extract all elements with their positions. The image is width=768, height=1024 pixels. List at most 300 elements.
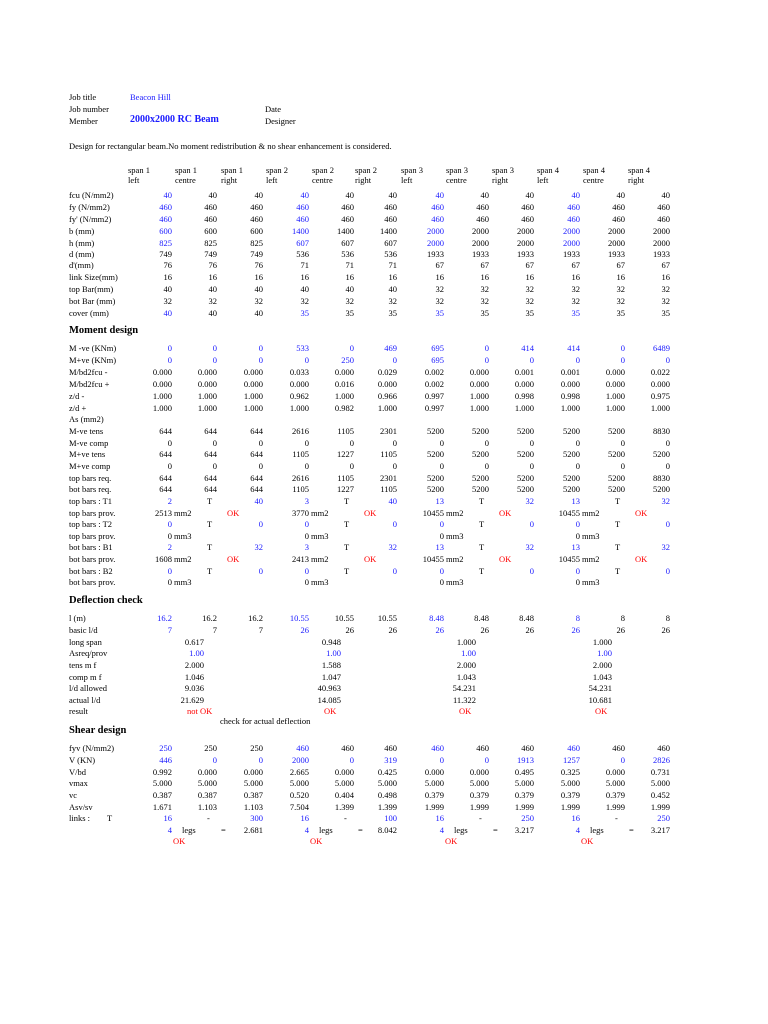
- column-header: [128, 166, 150, 185]
- table-cell: 32: [661, 296, 670, 306]
- table-cell: 5200: [517, 449, 534, 459]
- table-cell: 0.992: [152, 767, 172, 777]
- status-ok: OK: [227, 554, 240, 564]
- column-header: [537, 166, 559, 185]
- table-cell: 0: [349, 438, 354, 448]
- job-title-label: Job title: [69, 92, 97, 102]
- table-cell: 1.999: [605, 802, 625, 812]
- table-cell: 0: [620, 461, 625, 471]
- table-cell: 76: [163, 260, 172, 270]
- table-cell: 26: [480, 625, 489, 635]
- row-label: links :: [69, 813, 91, 823]
- table-cell: 40: [616, 190, 625, 200]
- bar-count: 2: [167, 496, 172, 506]
- table-cell: 5200: [563, 449, 580, 459]
- table-cell: 2000: [563, 238, 580, 248]
- unit-label: mm3: [582, 577, 600, 587]
- bar-type: T: [479, 542, 485, 552]
- row-label: bot Bar (mm): [69, 296, 116, 306]
- column-header-position: centre: [583, 174, 604, 185]
- bar-type: T: [344, 496, 350, 506]
- table-cell: 0: [665, 438, 670, 448]
- row-label: As (mm2): [69, 414, 104, 424]
- table-cell: 40: [254, 284, 263, 294]
- table-cell: 35: [616, 308, 625, 318]
- table-cell: 40: [345, 190, 354, 200]
- link-diameter: 16: [571, 813, 580, 823]
- table-cell: 5.000: [560, 778, 580, 788]
- table-cell: 0.022: [650, 367, 670, 377]
- bar-diameter: 32: [388, 542, 397, 552]
- table-cell: 460: [159, 202, 172, 212]
- deflection-value: 54.231: [588, 683, 612, 693]
- table-cell: 40: [571, 190, 580, 200]
- table-cell: 1257: [563, 755, 580, 765]
- table-cell: 7: [212, 625, 217, 635]
- link-value: 8.042: [377, 825, 397, 835]
- unit-label: mm2: [311, 508, 329, 518]
- table-cell: 5.000: [289, 778, 309, 788]
- table-cell: 2000: [472, 226, 489, 236]
- row-label: M-ve tens: [69, 426, 104, 436]
- table-cell: 644: [250, 449, 263, 459]
- table-cell: 460: [384, 214, 397, 224]
- link-dash: -: [344, 813, 347, 823]
- table-cell: 0: [167, 461, 172, 471]
- table-cell: 460: [384, 202, 397, 212]
- bar-diameter: 32: [525, 542, 534, 552]
- table-cell: 2616: [292, 473, 309, 483]
- table-cell: 5200: [472, 473, 489, 483]
- table-cell: 0.000: [243, 379, 263, 389]
- column-header-span: span 2: [266, 165, 288, 175]
- table-cell: 825: [159, 238, 172, 248]
- link-equals: =: [221, 825, 226, 835]
- row-label: d'(mm): [69, 260, 94, 270]
- table-cell: 0: [665, 461, 670, 471]
- bar-count: 13: [571, 496, 580, 506]
- table-cell: 0.000: [424, 767, 444, 777]
- status-ok: OK: [227, 508, 240, 518]
- member-label: Member: [69, 116, 98, 126]
- table-cell: 460: [567, 743, 580, 753]
- table-cell: 7.504: [289, 802, 309, 812]
- table-cell: 32: [254, 296, 263, 306]
- table-cell: 67: [435, 260, 444, 270]
- table-cell: 35: [525, 308, 534, 318]
- table-cell: 460: [431, 202, 444, 212]
- row-label: Asv/sv: [69, 802, 93, 812]
- table-cell: 1227: [337, 484, 354, 494]
- status-ok: OK: [310, 836, 323, 846]
- table-cell: 0.962: [289, 391, 309, 401]
- row-label: result: [69, 706, 88, 716]
- row-label: fy (N/mm2): [69, 202, 110, 212]
- table-cell: 0.379: [424, 790, 444, 800]
- deflection-value: 1.00: [189, 648, 204, 658]
- table-cell: 460: [567, 202, 580, 212]
- table-cell: 749: [204, 249, 217, 259]
- table-cell: 5200: [608, 449, 625, 459]
- table-cell: 250: [159, 743, 172, 753]
- table-cell: 32: [345, 296, 354, 306]
- deflection-value: 1.588: [321, 660, 341, 670]
- table-cell: 5.000: [243, 778, 263, 788]
- table-cell: 0: [620, 343, 625, 353]
- row-label: z/d +: [69, 403, 87, 413]
- table-cell: 32: [480, 296, 489, 306]
- table-cell: 2000: [292, 755, 309, 765]
- table-cell: 2000: [608, 226, 625, 236]
- table-cell: 460: [612, 202, 625, 212]
- table-cell: 0.387: [152, 790, 172, 800]
- table-cell: 1.000: [514, 403, 534, 413]
- table-cell: 26: [435, 625, 444, 635]
- column-header-span: span 3: [401, 165, 423, 175]
- section-moment-design: Moment design: [69, 325, 139, 336]
- table-cell: 0: [349, 343, 354, 353]
- column-header-position: right: [221, 174, 238, 185]
- column-header-span: span 4: [583, 165, 605, 175]
- table-cell: 5.000: [334, 778, 354, 788]
- table-cell: 1.103: [197, 802, 217, 812]
- table-cell: 35: [300, 308, 309, 318]
- table-cell: 0.495: [514, 767, 534, 777]
- table-cell: 250: [341, 355, 354, 365]
- table-cell: 1.999: [469, 802, 489, 812]
- bar-area: 10455: [422, 554, 444, 564]
- table-cell: 1105: [337, 426, 354, 436]
- bar-type: T: [344, 519, 350, 529]
- status-ok: OK: [581, 836, 594, 846]
- link-spacing: 250: [521, 813, 534, 823]
- table-cell: 0.998: [514, 391, 534, 401]
- table-cell: 469: [384, 343, 397, 353]
- link-legs-count: 4: [167, 825, 172, 835]
- table-cell: 76: [254, 260, 263, 270]
- table-cell: 1105: [292, 484, 309, 494]
- table-cell: 825: [204, 238, 217, 248]
- table-cell: 749: [250, 249, 263, 259]
- table-cell: 0.387: [197, 790, 217, 800]
- deflection-value: 0.948: [321, 637, 341, 647]
- table-cell: 5200: [472, 426, 489, 436]
- table-cell: 2000: [517, 226, 534, 236]
- table-cell: 695: [431, 343, 444, 353]
- table-cell: 0.997: [424, 403, 444, 413]
- bar-diameter: 40: [388, 496, 397, 506]
- row-label: actual l/d: [69, 695, 101, 705]
- table-cell: 26: [345, 625, 354, 635]
- row-label: M+ve comp: [69, 461, 111, 471]
- table-cell: 1.000: [152, 391, 172, 401]
- table-cell: 0.379: [560, 790, 580, 800]
- bar-count: 3: [304, 542, 309, 552]
- table-cell: 16: [163, 272, 172, 282]
- table-cell: 1.000: [469, 403, 489, 413]
- table-cell: 0.325: [560, 767, 580, 777]
- table-cell: 5200: [427, 449, 444, 459]
- table-cell: 32: [525, 284, 534, 294]
- table-cell: 40: [254, 190, 263, 200]
- table-cell: 0.000: [243, 767, 263, 777]
- row-label: Asreq/prov: [69, 648, 108, 658]
- column-header: [583, 166, 605, 185]
- table-cell: 0.000: [514, 379, 534, 389]
- column-header: [492, 166, 514, 185]
- link-spacing: 100: [384, 813, 397, 823]
- table-cell: 0.001: [514, 367, 534, 377]
- table-cell: 32: [300, 296, 309, 306]
- table-cell: 1.000: [289, 403, 309, 413]
- bar-area: 0: [575, 531, 580, 541]
- table-cell: 0: [529, 355, 534, 365]
- link-equals: =: [493, 825, 498, 835]
- link-legs-label: legs: [454, 825, 468, 835]
- table-cell: 460: [657, 743, 670, 753]
- table-cell: 0: [392, 461, 397, 471]
- table-cell: 1913: [517, 755, 534, 765]
- table-cell: 460: [296, 214, 309, 224]
- deflection-value: 54.231: [452, 683, 476, 693]
- bar-area: 0: [575, 577, 580, 587]
- table-cell: 40: [163, 190, 172, 200]
- row-label: top bars : T1: [69, 496, 113, 506]
- row-label: b (mm): [69, 226, 95, 236]
- bar-area: 3770: [292, 508, 309, 518]
- table-cell: 0: [392, 355, 397, 365]
- table-cell: 5200: [517, 473, 534, 483]
- table-cell: 5200: [427, 484, 444, 494]
- table-cell: 40: [300, 284, 309, 294]
- table-cell: 0: [304, 461, 309, 471]
- table-cell: 644: [250, 484, 263, 494]
- table-cell: 5200: [427, 473, 444, 483]
- table-cell: 0: [212, 755, 217, 765]
- bar-area: 10455: [558, 554, 580, 564]
- table-cell: 0.998: [560, 391, 580, 401]
- row-label: z/d -: [69, 391, 85, 401]
- table-cell: 1.999: [424, 802, 444, 812]
- unit-label: mm2: [582, 554, 600, 564]
- table-cell: 0: [484, 438, 489, 448]
- table-cell: 5200: [563, 473, 580, 483]
- table-cell: 26: [525, 625, 534, 635]
- link-legs-label: legs: [182, 825, 196, 835]
- row-label: basic l/d: [69, 625, 98, 635]
- deflection-value: 11.322: [452, 695, 476, 705]
- table-cell: 16: [388, 272, 397, 282]
- column-header-span: span 1: [221, 165, 243, 175]
- table-cell: 1105: [380, 484, 397, 494]
- row-label: l (m): [69, 613, 86, 623]
- column-header-position: left: [128, 174, 140, 185]
- bar-diameter: 0: [258, 566, 263, 576]
- bar-area: 10455: [422, 508, 444, 518]
- designer-label: Designer: [265, 116, 296, 126]
- table-cell: 644: [250, 473, 263, 483]
- row-label: V/bd: [69, 767, 86, 777]
- table-cell: 5200: [563, 484, 580, 494]
- column-header: [628, 166, 650, 185]
- deflection-value: 9.036: [184, 683, 204, 693]
- table-cell: 35: [480, 308, 489, 318]
- bar-type: T: [207, 542, 213, 552]
- table-cell: 0: [620, 355, 625, 365]
- column-header-position: right: [492, 174, 509, 185]
- table-cell: 0: [620, 755, 625, 765]
- table-cell: 460: [476, 743, 489, 753]
- table-cell: 0: [304, 438, 309, 448]
- row-label: top bars req.: [69, 473, 112, 483]
- table-cell: 0: [484, 755, 489, 765]
- table-cell: 0: [349, 461, 354, 471]
- links-type: T: [107, 813, 113, 823]
- date-label: Date: [265, 104, 282, 114]
- table-cell: 8.48: [429, 613, 444, 623]
- table-cell: 0: [167, 343, 172, 353]
- row-label: fy' (N/mm2): [69, 214, 112, 224]
- table-cell: 825: [250, 238, 263, 248]
- table-cell: 0: [212, 461, 217, 471]
- bar-area: 0: [167, 531, 172, 541]
- bar-count: 0: [439, 566, 444, 576]
- table-cell: 76: [208, 260, 217, 270]
- table-cell: 0.000: [197, 379, 217, 389]
- bar-count: 0: [575, 566, 580, 576]
- table-cell: 460: [612, 743, 625, 753]
- table-cell: 0: [258, 461, 263, 471]
- table-cell: 0: [484, 343, 489, 353]
- column-header: [312, 166, 334, 185]
- column-header-span: span 2: [312, 165, 334, 175]
- deflection-value: 0.617: [184, 637, 204, 647]
- table-cell: 644: [159, 426, 172, 436]
- table-cell: 644: [159, 449, 172, 459]
- link-legs-count: 4: [575, 825, 580, 835]
- table-cell: 0: [575, 438, 580, 448]
- table-cell: 0: [167, 355, 172, 365]
- bar-diameter: 0: [392, 566, 397, 576]
- table-cell: 0.975: [650, 391, 670, 401]
- table-cell: 749: [159, 249, 172, 259]
- link-dash: -: [207, 813, 210, 823]
- table-cell: 644: [159, 473, 172, 483]
- row-label: link Size(mm): [69, 272, 118, 282]
- table-cell: 1933: [563, 249, 580, 259]
- table-cell: 16: [254, 272, 263, 282]
- table-cell: 0.002: [424, 379, 444, 389]
- table-cell: 32: [480, 284, 489, 294]
- table-cell: 0: [212, 343, 217, 353]
- table-cell: 16.2: [248, 613, 263, 623]
- link-dash: -: [615, 813, 618, 823]
- table-cell: 10.55: [289, 613, 309, 623]
- table-cell: 8830: [653, 426, 670, 436]
- column-header-span: span 1: [128, 165, 150, 175]
- table-cell: 0.387: [243, 790, 263, 800]
- bar-area: 2513: [155, 508, 172, 518]
- table-cell: 0.000: [469, 379, 489, 389]
- deflection-value: 21.629: [180, 695, 204, 705]
- bar-diameter: 32: [525, 496, 534, 506]
- table-cell: 0: [304, 355, 309, 365]
- table-cell: 460: [250, 214, 263, 224]
- bar-diameter: 40: [254, 496, 263, 506]
- table-cell: 40: [300, 190, 309, 200]
- table-cell: 16: [208, 272, 217, 282]
- table-cell: 67: [480, 260, 489, 270]
- deflection-value: 1.00: [461, 648, 476, 658]
- status-ok: OK: [364, 508, 377, 518]
- table-cell: 0: [349, 755, 354, 765]
- table-cell: 1.000: [605, 391, 625, 401]
- table-cell: 1400: [292, 226, 309, 236]
- bar-area: 0: [167, 577, 172, 587]
- deflection-value: 1.043: [592, 672, 612, 682]
- table-cell: 0: [575, 461, 580, 471]
- row-label: top bars prov.: [69, 508, 116, 518]
- table-cell: 0.000: [650, 379, 670, 389]
- unit-label: mm2: [311, 554, 329, 564]
- bar-count: 0: [575, 519, 580, 529]
- deflection-result: OK: [595, 706, 608, 716]
- unit-label: mm3: [582, 531, 600, 541]
- column-header: [401, 166, 423, 185]
- bar-diameter: 0: [665, 566, 670, 576]
- table-cell: 0: [392, 438, 397, 448]
- status-ok: OK: [173, 836, 186, 846]
- column-header-span: span 3: [492, 165, 514, 175]
- table-cell: 5.000: [152, 778, 172, 788]
- bar-area: 0: [304, 577, 309, 587]
- table-cell: 5200: [608, 484, 625, 494]
- table-cell: 1.399: [377, 802, 397, 812]
- table-cell: 0.000: [377, 379, 397, 389]
- unit-label: mm2: [174, 554, 192, 564]
- table-cell: 0.379: [514, 790, 534, 800]
- table-cell: 644: [204, 449, 217, 459]
- bar-type: T: [615, 496, 621, 506]
- table-cell: 5.000: [514, 778, 534, 788]
- status-ok: OK: [499, 554, 512, 564]
- table-cell: 67: [525, 260, 534, 270]
- table-cell: 600: [204, 226, 217, 236]
- table-cell: 32: [616, 296, 625, 306]
- table-cell: 0.000: [152, 379, 172, 389]
- table-cell: 5200: [563, 426, 580, 436]
- table-cell: 0: [529, 461, 534, 471]
- table-cell: 5.000: [377, 778, 397, 788]
- table-cell: 0.000: [334, 367, 354, 377]
- table-cell: 32: [163, 296, 172, 306]
- bar-count: 0: [304, 519, 309, 529]
- unit-label: mm3: [311, 531, 329, 541]
- bar-type: T: [479, 566, 485, 576]
- table-cell: 0.000: [605, 379, 625, 389]
- deflection-result: OK: [324, 706, 337, 716]
- table-cell: 0.001: [560, 367, 580, 377]
- table-cell: 0.000: [152, 367, 172, 377]
- table-cell: 0: [258, 355, 263, 365]
- table-cell: 1.999: [560, 802, 580, 812]
- link-legs-label: legs: [319, 825, 333, 835]
- column-header-position: left: [401, 174, 413, 185]
- table-cell: 16: [300, 272, 309, 282]
- deflection-value: 10.681: [588, 695, 612, 705]
- column-header-span: span 2: [355, 165, 377, 175]
- table-cell: 2616: [292, 426, 309, 436]
